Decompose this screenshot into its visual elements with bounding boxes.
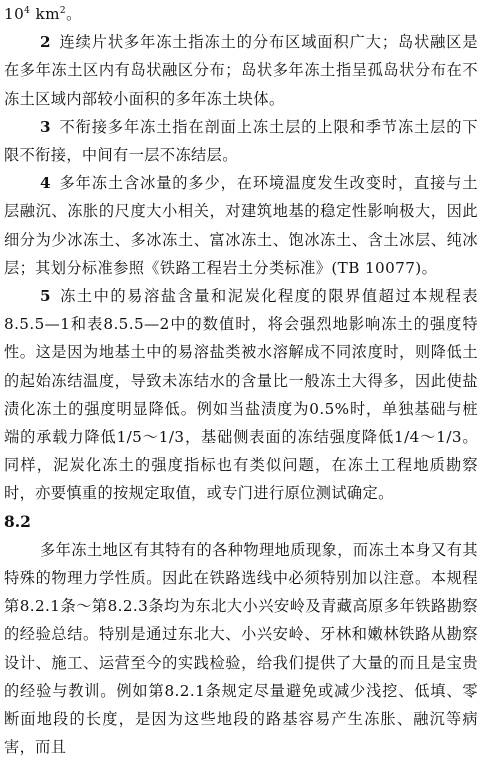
clause-3	[4, 113, 478, 169]
clause-number: 4	[40, 174, 51, 193]
clause-2	[4, 28, 478, 113]
clause-text: 冻土中的易溶盐含量和泥炭化程度的限界值超过本规程表8.5.5—1和表8.5.5—2中的数值时，将会强烈地影响冻土的强度特性。这是因为地基土中的易溶盐类被水溶解成不同浓度时，则降低土的起始冻结温度，导致未冻结水的含量比一般冻土大得多，因此使盐渍化冻土的强度明显降低。例如当盐渍度为0.5%时，单独基础与桩端的承载力降低1/5～1/3，基础侧表面的冻结强度降低1/4～1/3。同样，泥炭化冻土的强度指标也有类似问题，在冻土工程地质勘察时，亦要慎重的按规定取值，或专门进行原位测试确定。	[4, 287, 478, 503]
clause-number: 3	[40, 117, 51, 136]
area-unit: km	[30, 5, 60, 23]
clause-text: 多年冻土含冰量的多少，在环境温度发生改变时，直接与土层融沉、冻胀的尺度大小相关，对建筑地基的稳定性影响极大，因此细分为少冰冻土、多冰冻土、富冰冻土、饱冰冻土、含土冰层、纯冰层；其划分标准参照《铁路工程岩土分类标准》(TB 10077)。	[4, 174, 478, 277]
clause-5	[4, 282, 478, 508]
area-value: 10	[4, 5, 25, 23]
sentence-end: 。	[66, 5, 82, 23]
clause-number: 5	[40, 287, 51, 306]
clause-text: 连续片状多年冻土指冻土的分布区域面积广大；岛状融区是在多年冻土区内有岛状融区分布；岛状多年冻土指呈孤岛状分布在不冻土区域内部较小面积的多年冻土块体。	[4, 33, 478, 108]
clause-text: 不衔接多年冻土指在剖面上冻土层的上限和季节冻土层的下限不衔接，中间有一层不冻结层。	[4, 117, 478, 165]
unit-exponent: 2	[59, 5, 67, 16]
area-exponent: 4	[24, 5, 31, 16]
section-heading: 8.2	[4, 511, 31, 531]
first-line	[4, 0, 478, 28]
section-paragraph: 多年冻土地区有其特有的各种物理地质现象，而冻土本身又有其特殊的物理力学性质。因此在铁路选线中必须特别加以注意。本规程第8.2.1条～第8.2.3条均为东北大小兴安岭及青藏高原多年铁路勘察的经验总结。特别是通过东北大、小兴安岭、牙林和嫩林铁路从勘察设计、施工、运营至今的实践检验，给我们提供了大量的而且是宝贵的经验与教训。例如第8.2.1条规定尽量避免或减少浅挖、低填、零断面地段的长度，是因为这些地段的路基容易产生冻胀、融沉等病害，而且	[4, 540, 478, 757]
clause-4	[4, 169, 478, 282]
clause-number: 2	[40, 33, 51, 52]
